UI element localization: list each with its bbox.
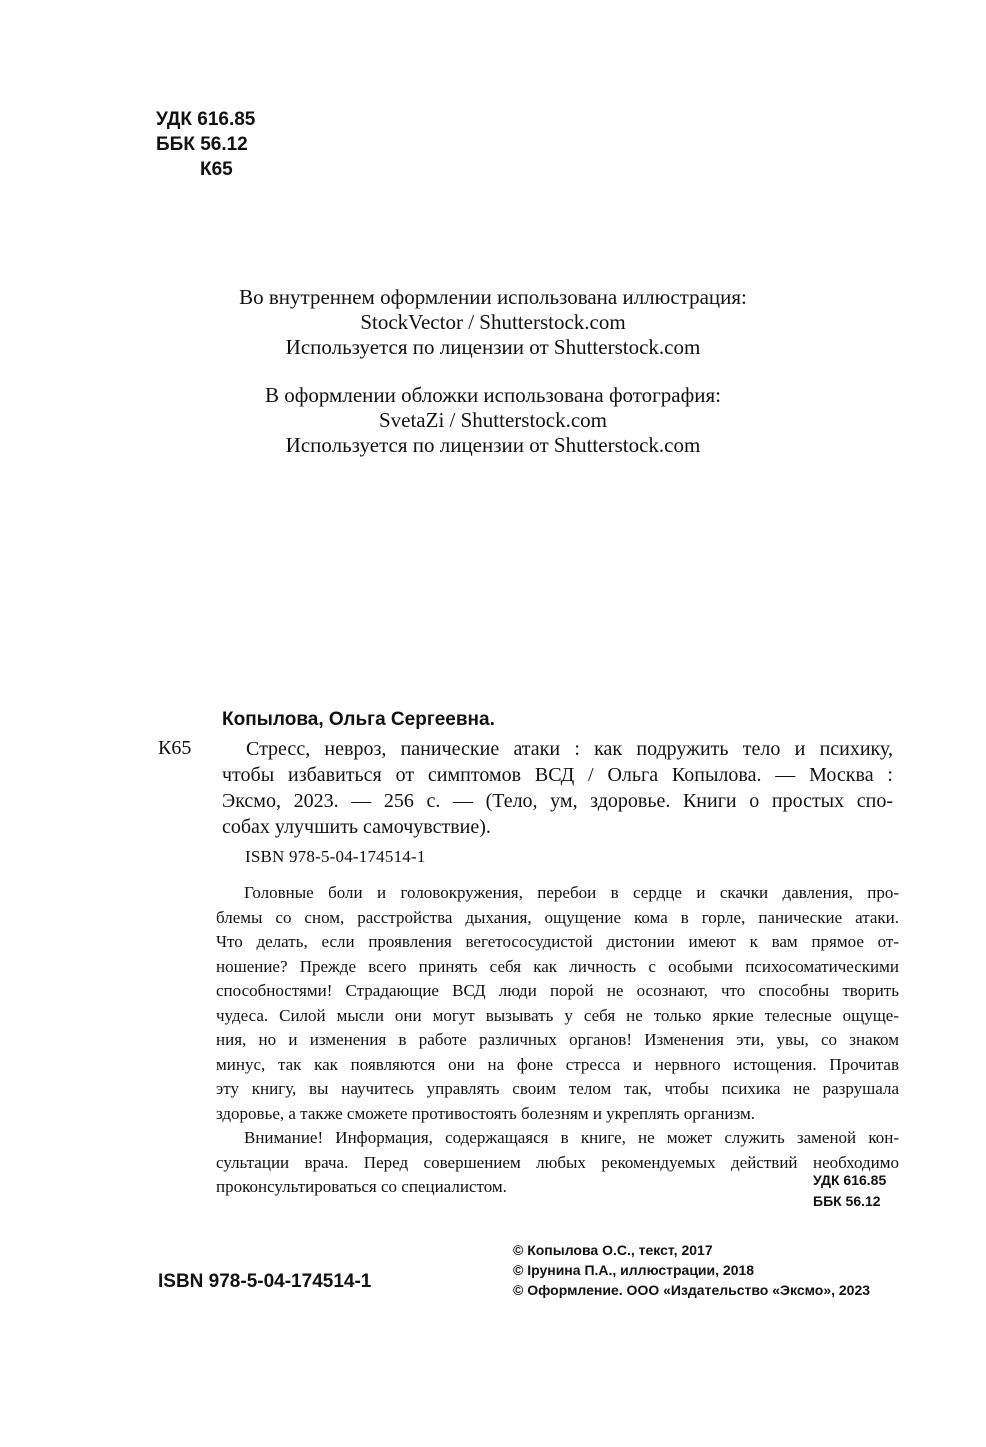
copyright-line: © Копылова О.С., текст, 2017 <box>513 1242 713 1258</box>
interior-illustration-credit <box>0 285 986 360</box>
annotation-line: Что делать, если проявления вегетососудистой дистонии имеют к вам прямое от- <box>216 932 899 951</box>
annotation-line: сультации врача. Перед совершением любых рекомендуемых действий необходимо <box>216 1152 899 1172</box>
credit-line: Во внутреннем оформлении использована иллюстрация: <box>239 285 747 309</box>
credit-line: SvetaZi / Shutterstock.com <box>378 408 608 432</box>
credit-line: В оформлении обложки использована фотография: <box>265 383 721 407</box>
annotation-line: здоровье, а также сможете противостоять болезням и укреплять организм. <box>216 1103 756 1123</box>
author-sign: К65 <box>200 159 233 180</box>
credit-line: StockVector / Shutterstock.com <box>360 310 626 334</box>
bibliographic-description <box>222 736 893 840</box>
copyright-line: © Ірунина П.А., иллюстрации, 2018 <box>513 1262 755 1278</box>
copyright-block <box>513 1240 870 1300</box>
description-line: Эксмо, 2023. — 256 с. — (Тело, ум, здоровье. Книги о простых спо- <box>222 790 893 812</box>
classification-codes-bottom <box>813 1170 886 1212</box>
udk-code: УДК 616.85 <box>813 1172 887 1188</box>
isbn-inline: ISBN 978-5-04-174514-1 <box>245 847 426 866</box>
annotation-line: эту книгу, вы научитесь управлять своим телом так, чтобы психика не разрушала <box>216 1079 899 1098</box>
annotation-line: Внимание! Информация, содержащаяся в книге, не может служить заменой кон- <box>244 1128 899 1147</box>
bibliographic-author-sign: К65 <box>158 737 192 759</box>
cover-photo-credit <box>0 383 986 458</box>
copyright-line: © Оформление. ООО «Издательство «Эксмо», 2023 <box>513 1282 871 1298</box>
annotation-line: проконсультироваться со специалистом. <box>216 1177 507 1196</box>
annotation-line: способностями! Страдающие ВСД люди порой не осознают, что способны творить <box>216 981 899 1000</box>
classification-codes-top <box>156 107 255 182</box>
isbn-bottom: ISBN 978-5-04-174514-1 <box>158 1271 372 1292</box>
description-line: Стресс, невроз, панические атаки : как подружить тело и психику, <box>246 738 893 760</box>
annotation-line: Головные боли и головокружения, перебои в сердце и скачки давления, про- <box>244 883 899 902</box>
credit-line: Используется по лицензии от Shutterstock.com <box>285 433 701 457</box>
description-line: собах улучшить самочувствие). <box>222 816 491 838</box>
description-line: чтобы избавиться от симптомов ВСД / Ольга Копылова. — Москва : <box>222 764 893 786</box>
bibliographic-author: Копылова, Ольга Сергеевна. <box>222 709 495 730</box>
annotation <box>216 881 899 1200</box>
bbk-code: ББК 56.12 <box>156 134 248 155</box>
udk-code: УДК 616.85 <box>156 109 256 130</box>
credit-line: Используется по лицензии от Shutterstock.com <box>285 335 701 359</box>
bbk-code: ББК 56.12 <box>813 1193 881 1209</box>
annotation-line: чудеса. Силой мысли они могут вызывать у себя не только яркие телесные ощуще- <box>216 1005 899 1025</box>
annotation-line: ношение? Прежде всего принять себя как личность с особыми психосоматическими <box>216 956 899 976</box>
annotation-line: ния, но и изменения в работе различных органов! Изменения эти, увы, со знаком <box>216 1030 899 1049</box>
annotation-line: минус, так как появляются они на фоне стресса и нервного истощения. Прочитав <box>216 1054 899 1074</box>
annotation-line: блемы со сном, расстройства дыхания, ощущение кома в горле, панические атаки. <box>216 907 899 927</box>
